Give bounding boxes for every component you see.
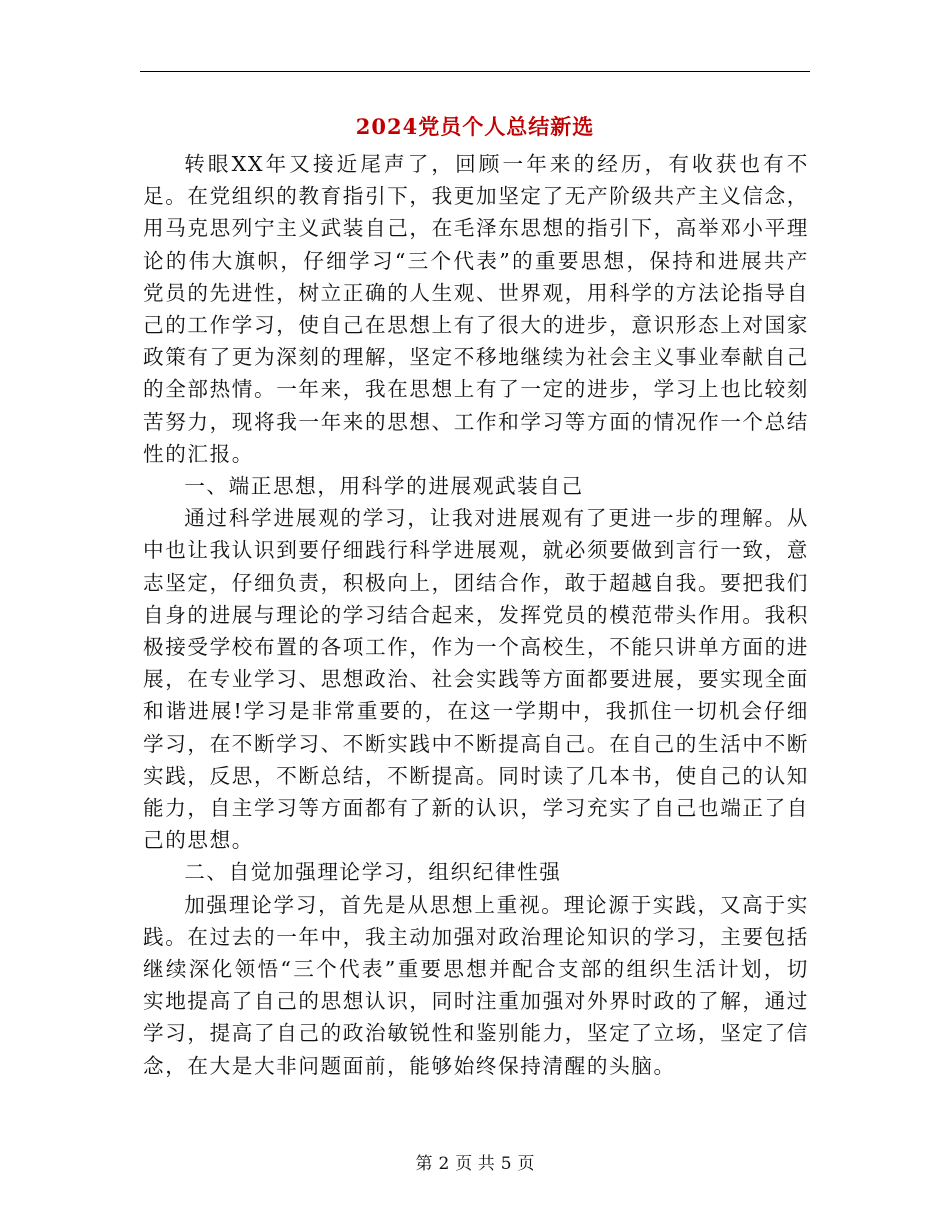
- section-heading-2: 二、自觉加强理论学习，组织纪律性强: [184, 860, 562, 885]
- footer-middle: 页 共: [455, 1154, 495, 1174]
- footer-prefix: 第: [415, 1154, 433, 1174]
- document-title: 2024党员个人总结新选: [355, 114, 595, 139]
- page-footer: [0, 1152, 950, 1176]
- document-body: [143, 148, 809, 1082]
- header-rule: [140, 71, 810, 72]
- section-2-paragraph: 加强理论学习，首先是从思想上重视。理论源于实践，又高于实践。在过去的一年中，我主动加强对政治理论知识的学习，主要包括继续深化领悟“三个代表”重要思想并配合支部的组织生活计划，切实地提高了自己的思想认识，同时注重加强对外界时政的了解，通过学习，提高了自己的政治敏锐性和鉴别能力，坚定了立场，坚定了信念，在大是大非问题面前，能够始终保持清醒的头脑。: [143, 892, 809, 1078]
- footer-current-page: 2: [438, 1154, 450, 1174]
- section-1-paragraph: 通过科学进展观的学习，让我对进展观有了更进一步的理解。从中也让我认识到要仔细践行科学进展观，就必须要做到言行一致，意志坚定，仔细负责，积极向上，团结合作，敢于超越自我。要把我们自身的进展与理论的学习结合起来，发挥党员的模范带头作用。我积极接受学校布置的各项工作，作为一个高校生，不能只讲单方面的进展，在专业学习、思想政治、社会实践等方面都要进展，要实现全面和谐进展!学习是非常重要的，在这一学期中，我抓住一切机会仔细学习，在不断学习、不断实践中不断提高自己。在自己的生活中不断实践，反思，不断总结，不断提高。同时读了几本书，使自己的认知能力，自主学习等方面都有了新的认识，学习充实了自己也端正了自己的思想。: [143, 506, 809, 853]
- intro-paragraph: 转眼XX年又接近尾声了，回顾一年来的经历，有收获也有不足。在党组织的教育指引下，我更加坚定了无产阶级共产主义信念，用马克思列宁主义武装自己，在毛泽东思想的指引下，高举邓小平理论的伟大旗帜，仔细学习“三个代表”的重要思想，保持和进展共产党员的先进性，树立正确的人生观、世界观，用科学的方法论指导自己的工作学习，使自己在思想上有了很大的进步，意识形态上对国家政策有了更为深刻的理解，坚定不移地继续为社会主义事业奉献自己的全部热情。一年来，我在思想上有了一定的进步，学习上也比较刻苦努力，现将我一年来的思想、工作和学习等方面的情况作一个总结性的汇报。: [143, 152, 809, 466]
- footer-total-pages: 5: [500, 1154, 512, 1174]
- footer-suffix: 页: [517, 1154, 535, 1174]
- section-heading-1: 一、端正思想，用科学的进展观武装自己: [184, 474, 584, 499]
